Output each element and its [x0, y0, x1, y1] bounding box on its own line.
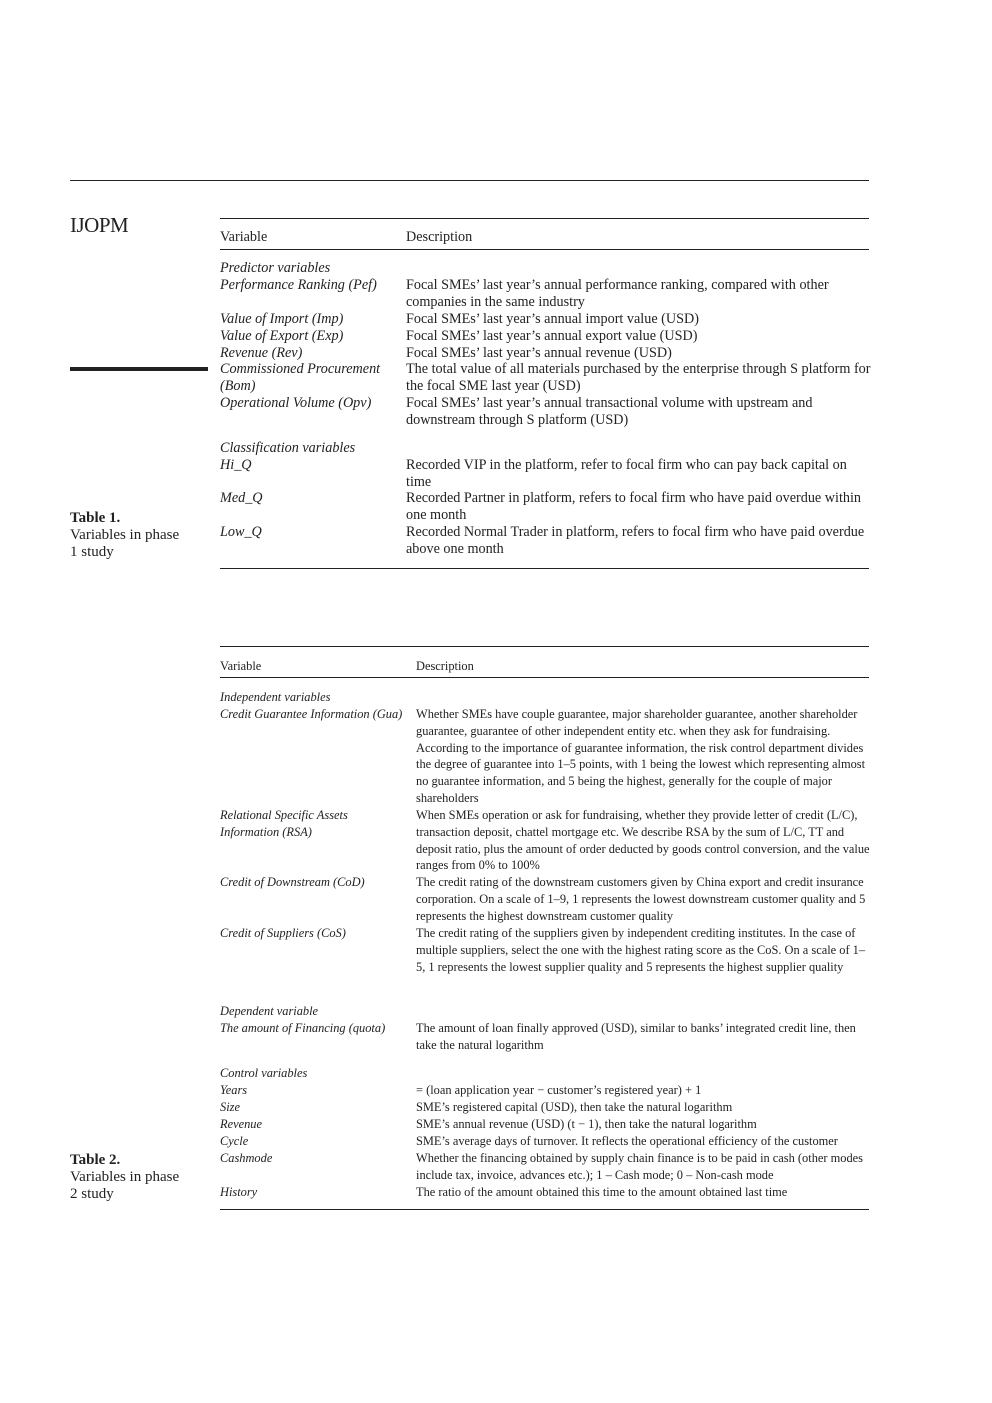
row-description: Recorded VIP in the platform, refer to focal firm who can pay back capital on time [406, 457, 847, 490]
row-description: The credit rating of the suppliers given by independent crediting institutes. In the case of multiple suppliers, select the one with the highest rating score as the CoS. On a scale of 1–5, 1 represents the lowest supplier quality and 5 represents the highest supplier quality [416, 926, 866, 974]
table2-caption-line1: Variables in phase [70, 1169, 180, 1185]
row-description: SME’s registered capital (USD), then take the natural logarithm [416, 1100, 733, 1114]
row-variable: Size [220, 1100, 240, 1114]
row-description: SME’s average days of turnover. It reflects the operational efficiency of the customer [416, 1134, 838, 1148]
row-variable: Cashmode [220, 1151, 273, 1165]
row-description: Whether SMEs have couple guarantee, major shareholder guarantee, another shareholder guarantee, guarantee of other independent entity etc. when they ask for fundraising. According to the importance of guarantee information, the risk control department divides the degree of guarantee into 1–5 points, with 1 being the lowest which representing almost no guarantee information, and 5 being the highest, generally for the couple of major shareholders [416, 707, 866, 805]
row-description: The total value of all materials purchased by the enterprise through S platform for the focal SME last year (USD) [406, 361, 871, 394]
table2-top-rule [220, 646, 869, 647]
table2-section-title: Control variables [220, 1066, 308, 1080]
row-variable: Performance Ranking (Pef) [220, 277, 377, 293]
table1-caption-number: Table 1. [70, 510, 121, 526]
row-variable: Value of Import (Imp) [220, 311, 344, 327]
table2-bottom-rule [220, 1209, 869, 1210]
row-description: The credit rating of the downstream customers given by China export and credit insurance corporation. On a scale of 1–9, 1 represents the lowest downstream customer quality and 5 represents the highest downstream customer quality [416, 875, 866, 923]
table2-caption-line2: 2 study [70, 1186, 114, 1202]
table1-caption-line2: 1 study [70, 544, 114, 560]
table2-header-rule [220, 677, 869, 678]
table1-caption [70, 510, 179, 561]
row-description: Focal SMEs’ last year’s annual export value (USD) [406, 328, 698, 344]
row-variable: The amount of Financing (quota) [220, 1021, 386, 1035]
row-description: The ratio of the amount obtained this time to the amount obtained last time [416, 1185, 788, 1199]
row-description: When SMEs operation or ask for fundraising, whether they provide letter of credit (L/C), transaction deposit, chattel mortgage etc. We describe RSA by the sum of L/C, TT and deposit ratio, plus the amount of order deducted by goods control conversion, and the value ranges from 0% to 100% [416, 808, 870, 873]
row-description: Focal SMEs’ last year’s annual performance ranking, compared with other companies in the same industry [406, 277, 829, 310]
table1-bottom-rule [220, 568, 869, 569]
row-description: = (loan application year − customer’s registered year) + 1 [416, 1083, 702, 1097]
row-variable: History [220, 1185, 258, 1199]
row-variable: Credit Guarantee Information (Gua) [220, 707, 403, 721]
row-description: Focal SMEs’ last year’s annual transactional volume with upstream and downstream through S platform (USD) [406, 395, 813, 428]
row-variable: Med_Q [220, 490, 263, 506]
row-variable: Credit of Suppliers (CoS) [220, 926, 346, 940]
row-description: The amount of loan finally approved (USD), similar to banks’ integrated credit line, then take the natural logarithm [416, 1021, 856, 1052]
table1-section-title: Predictor variables [220, 260, 331, 276]
row-description: Recorded Normal Trader in platform, refers to focal firm who have paid overdue above one month [406, 524, 865, 557]
row-variable: Operational Volume (Opv) [220, 395, 372, 411]
page-top-rule [70, 180, 869, 181]
row-variable: Revenue [220, 1117, 262, 1131]
row-description: Focal SMEs’ last year’s annual import value (USD) [406, 311, 700, 327]
row-description: Whether the financing obtained by supply chain finance is to be paid in cash (other modes include tax, invoice, advances etc.); 1 – Cash mode; 0 – Non-cash mode [416, 1151, 863, 1182]
row-variable: Revenue (Rev) [220, 345, 303, 361]
table1-top-rule [220, 218, 869, 219]
row-variable: Cycle [220, 1134, 249, 1148]
row-description: Focal SMEs’ last year’s annual revenue (USD) [406, 345, 672, 361]
table1-header-variable: Variable [220, 229, 268, 245]
table1-header-rule [220, 249, 869, 250]
table2-header-variable: Variable [220, 659, 262, 673]
table1-header-description: Description [406, 229, 473, 245]
row-description: SME’s annual revenue (USD) (t − 1), then take the natural logarithm [416, 1117, 757, 1131]
row-description: Recorded Partner in platform, refers to focal firm who have paid overdue within one month [406, 490, 862, 523]
row-variable: Relational Specific Assets Information (RSA) [220, 808, 348, 839]
margin-thick-rule [70, 367, 208, 371]
table2-section-title: Independent variables [220, 690, 331, 704]
table2-section-title: Dependent variable [220, 1004, 319, 1018]
table2-header-description: Description [416, 659, 474, 673]
row-variable: Credit of Downstream (CoD) [220, 875, 365, 889]
row-variable: Low_Q [220, 524, 262, 540]
table1-caption-line1: Variables in phase [70, 527, 180, 543]
table2-caption [70, 1152, 179, 1203]
table1-section-title: Classification variables [220, 440, 356, 456]
journal-name: IJOPM [70, 213, 129, 237]
row-variable: Value of Export (Exp) [220, 328, 344, 344]
row-variable: Years [220, 1083, 248, 1097]
table2-caption-number: Table 2. [70, 1152, 121, 1168]
row-variable: Commissioned Procurement (Bom) [220, 361, 381, 394]
row-variable: Hi_Q [220, 457, 252, 473]
